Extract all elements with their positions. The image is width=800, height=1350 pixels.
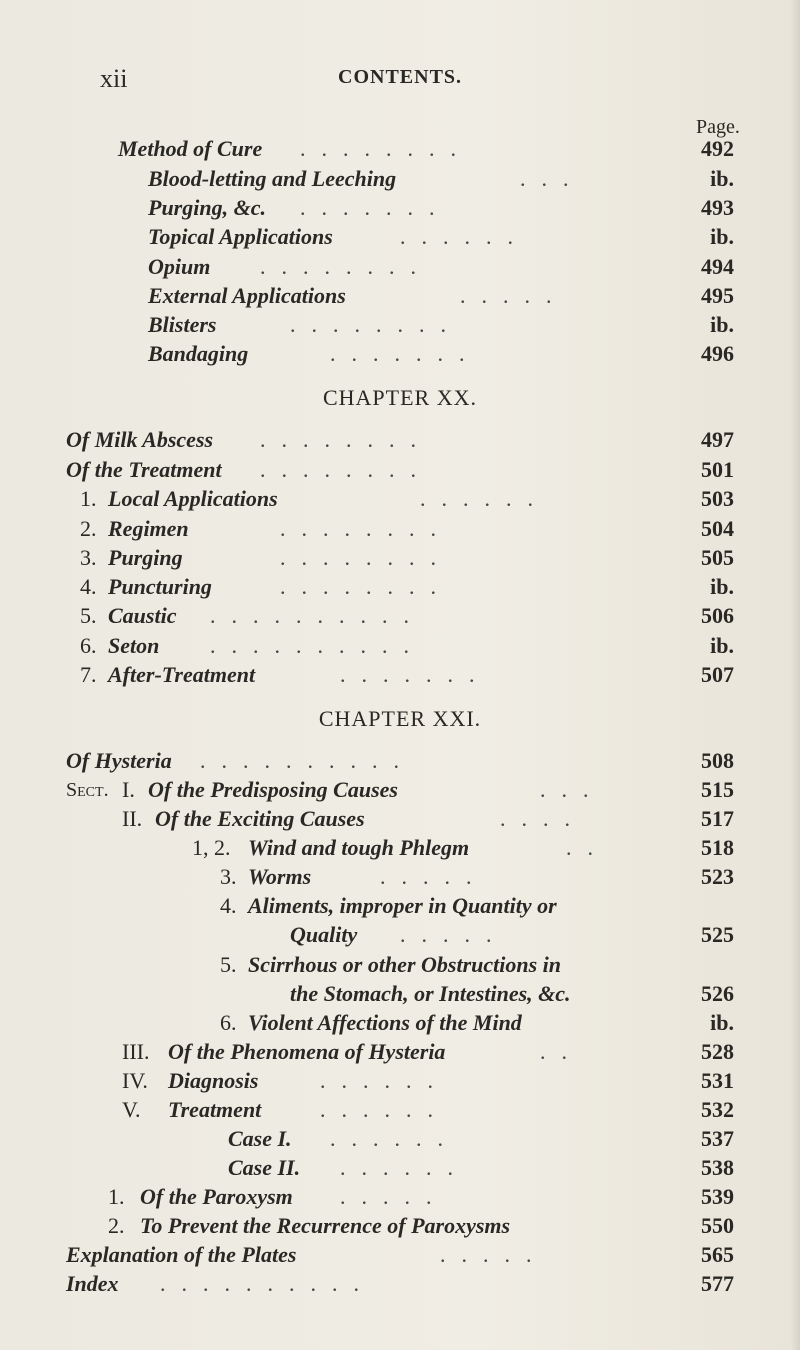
- toc-entry: Blood-letting and Leeching ... ib.: [148, 166, 734, 191]
- toc-entry: 3. Worms ..... 523: [220, 864, 734, 889]
- toc-entry: Index .......... 577: [66, 1271, 734, 1296]
- toc-entry: 7. After-Treatment ....... 507: [80, 662, 734, 687]
- toc-entry: 1. Local Applications ...... 503: [80, 486, 734, 511]
- toc-entry: the Stomach, or Intestines, &c. 526: [290, 981, 734, 1006]
- toc-entry: Opium ........ 494: [148, 254, 734, 279]
- toc-entry: Case I. ...... 537: [228, 1126, 734, 1151]
- toc-entry: External Applications ..... 495: [148, 283, 734, 308]
- toc-entry: Of Milk Abscess ........ 497: [66, 427, 734, 452]
- chapter-heading: CHAPTER XX.: [322, 385, 477, 410]
- toc-entry: Of the Treatment ........ 501: [66, 457, 734, 482]
- running-title: CONTENTS.: [338, 66, 463, 88]
- toc-entry: 5. Scirrhous or other Obstructions in: [220, 952, 561, 977]
- toc-entry: Sect. I. Of the Predisposing Causes ... 515: [66, 777, 734, 802]
- toc-entry: 2. To Prevent the Recurrence of Paroxysms 550: [108, 1213, 734, 1238]
- toc-entry: Method of Cure ........ 492: [118, 136, 734, 161]
- page-edge-shadow: [790, 0, 800, 1350]
- toc-entry: IV. Diagnosis ...... 531: [122, 1068, 734, 1093]
- toc-entry: 3. Purging ........ 505: [80, 545, 734, 570]
- toc-entry: Blisters ........ ib.: [148, 312, 734, 337]
- chapter-heading: CHAPTER XXI.: [318, 706, 482, 731]
- page-number: xii: [100, 64, 128, 93]
- toc-entry: Quality ..... 525: [290, 922, 734, 947]
- toc-entry: 1, 2. Wind and tough Phlegm .. 518: [192, 835, 734, 860]
- toc-entry: V. Treatment ...... 532: [122, 1097, 734, 1122]
- toc-entry: 4. Puncturing ........ ib.: [80, 574, 734, 599]
- toc-entry: Case II. ...... 538: [228, 1155, 734, 1180]
- toc-entry: 2. Regimen ........ 504: [80, 516, 734, 541]
- toc-entry: Bandaging ....... 496: [148, 341, 734, 366]
- toc-entry: 4. Aliments, improper in Quantity or: [220, 893, 557, 918]
- toc-entry: Of Hysteria .......... 508: [66, 748, 734, 773]
- toc-entry: Purging, &c. ....... 493: [148, 195, 734, 220]
- toc-entry: 6. Seton .......... ib.: [80, 633, 734, 658]
- toc-entry: 5. Caustic .......... 506: [80, 603, 734, 628]
- toc-entry: 1. Of the Paroxysm ..... 539: [108, 1184, 734, 1209]
- running-header: [100, 64, 800, 94]
- toc-entry: Explanation of the Plates ..... 565: [66, 1242, 734, 1267]
- toc-entry: 6. Violent Affections of the Mind ib.: [220, 1010, 734, 1035]
- toc-entry: III. Of the Phenomena of Hysteria .. 528: [122, 1039, 734, 1064]
- toc-entry: Topical Applications ...... ib.: [148, 224, 734, 249]
- page-column-header: Page.: [696, 116, 740, 138]
- toc-entry: II. Of the Exciting Causes .... 517: [122, 806, 734, 831]
